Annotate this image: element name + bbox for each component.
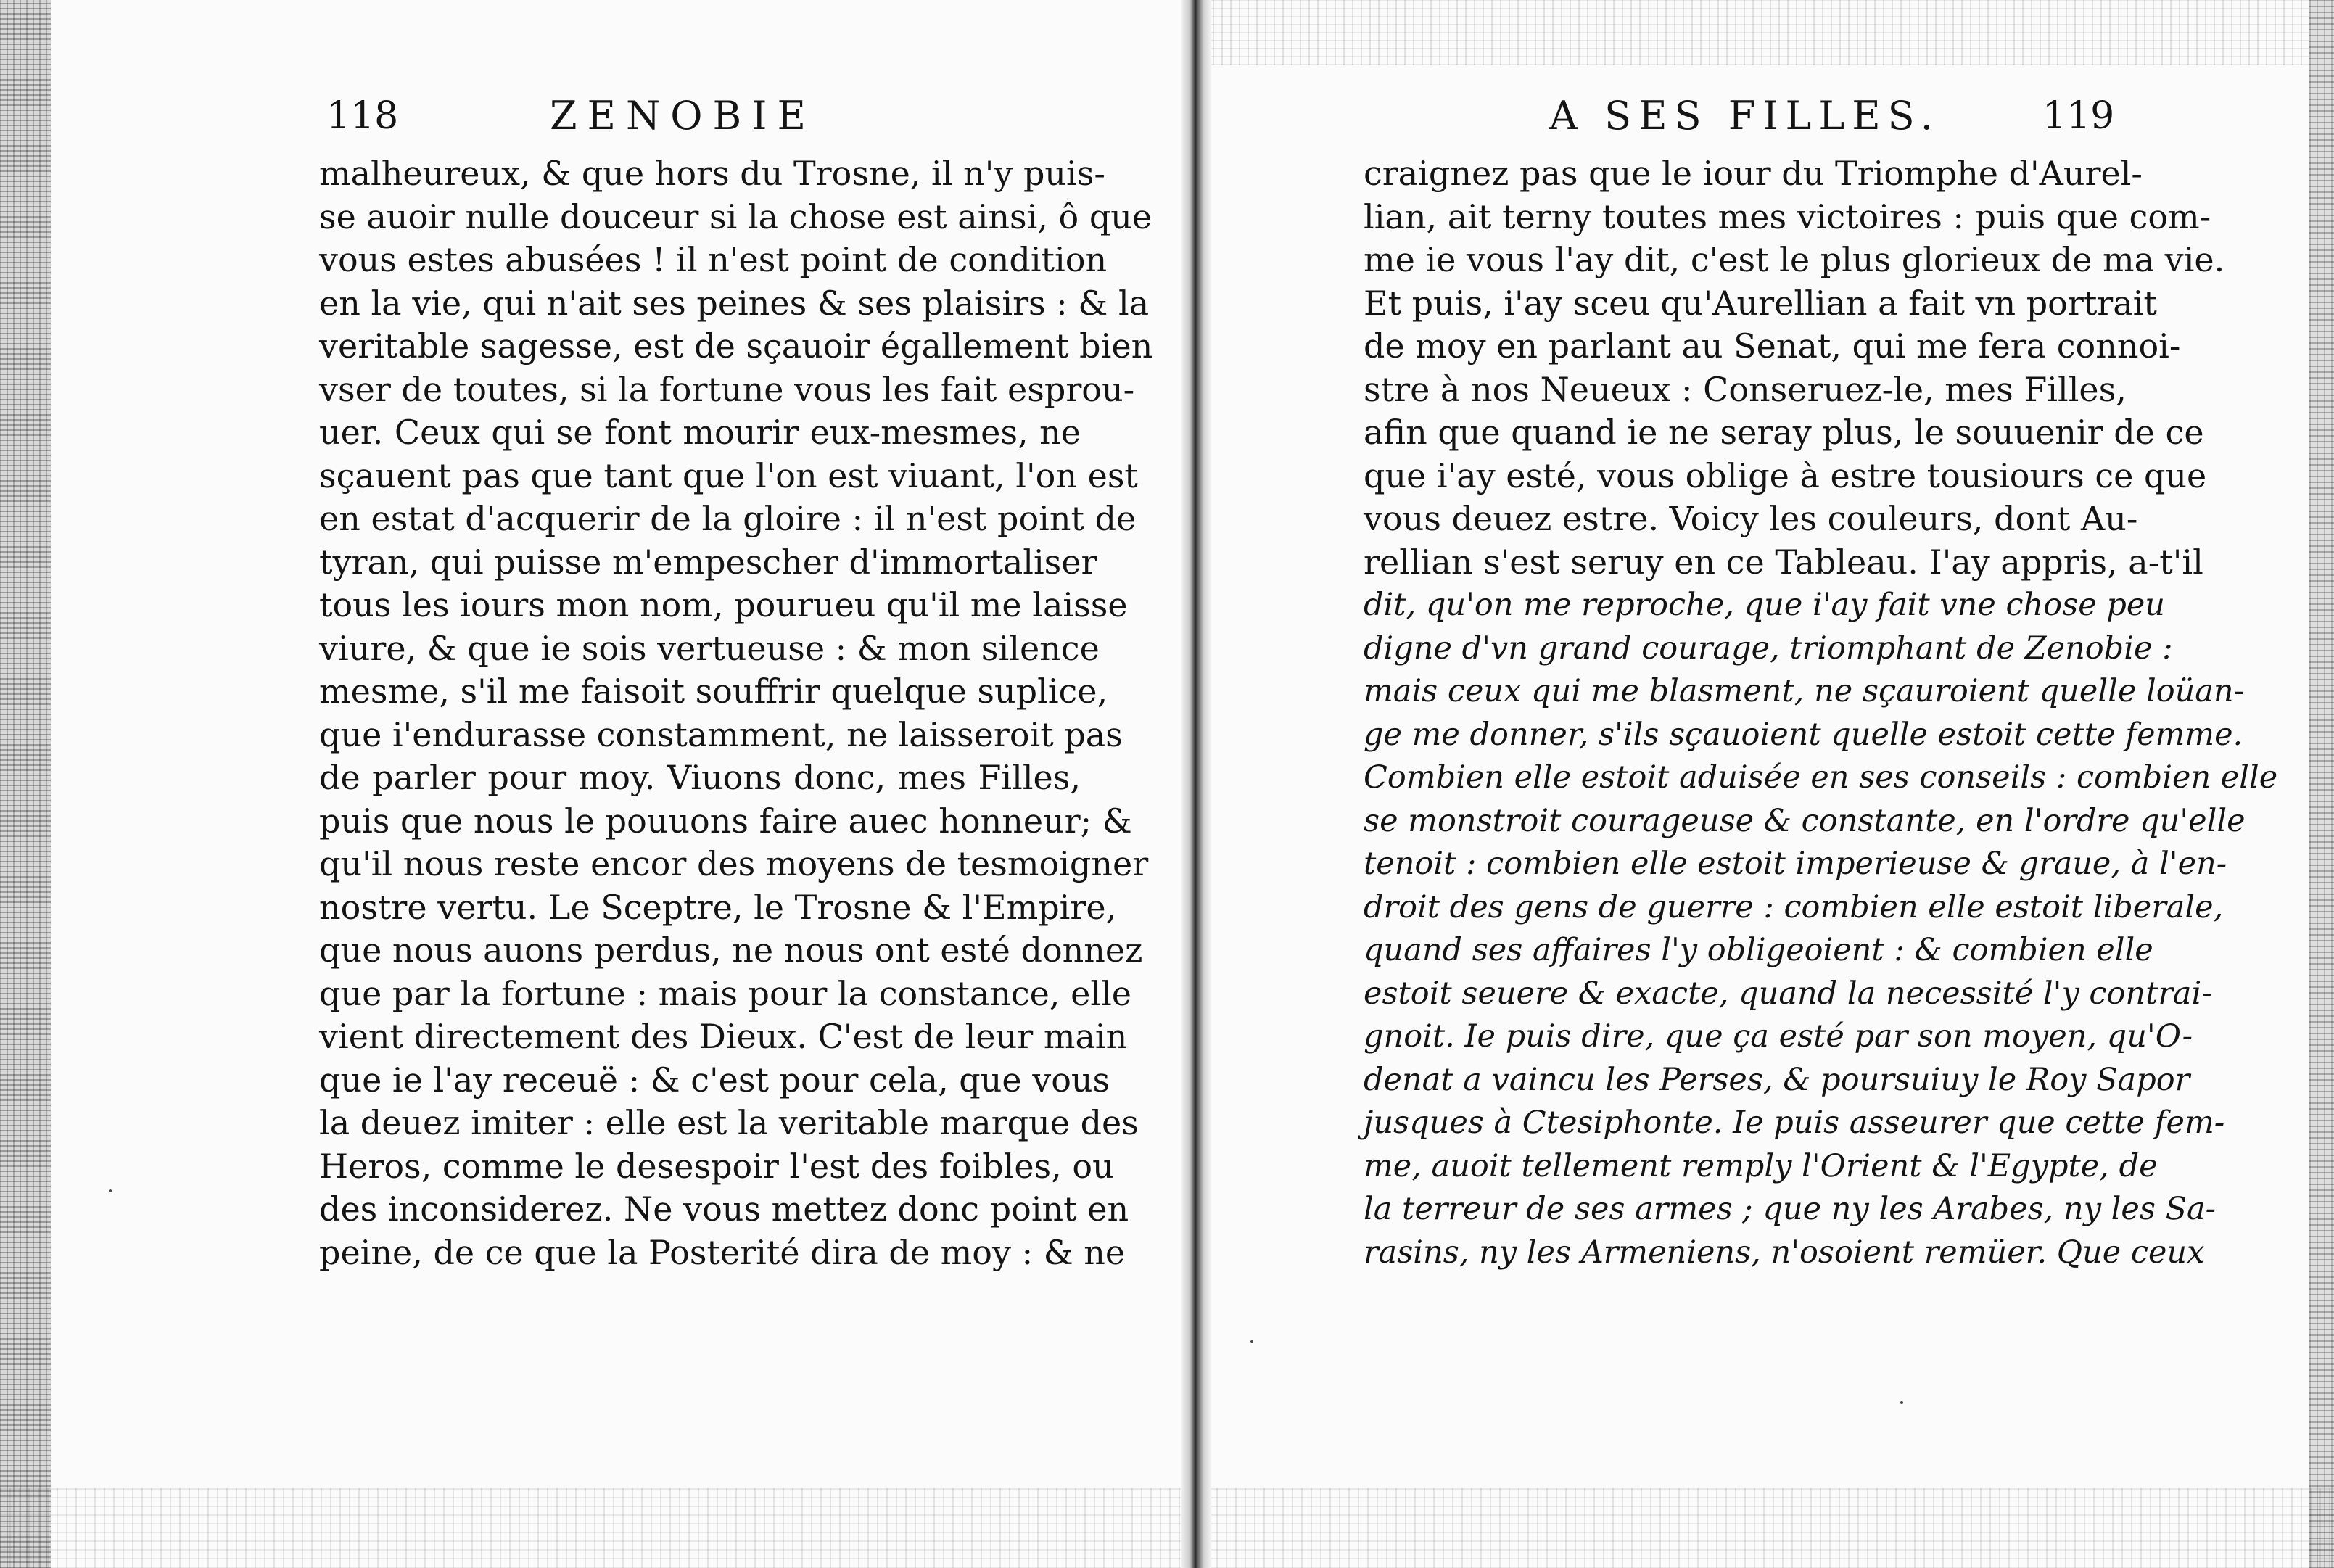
left-text-line: mesme, s'il me faisoit souffrir quelque suplice, <box>319 672 1108 711</box>
right-text-line: la terreur de ses armes ; que ny les Arabes, ny les Sa- <box>1364 1191 2217 1227</box>
scan-speck <box>109 1189 112 1192</box>
left-text-line: Heros, comme le desespoir l'est des foibles, ou <box>319 1146 1114 1186</box>
right-text-line: estoit seuere & exacte, quand la necessité l'y contrai- <box>1364 975 2212 1012</box>
right-text-line: droit des gens de guerre : combien elle estoit liberale, <box>1364 888 2224 925</box>
left-text-line: des inconsiderez. Ne vous mettez donc point en <box>319 1189 1129 1229</box>
right-text-line: de moy en parlant au Senat, qui me fera connoi- <box>1364 326 2181 366</box>
left-text-line: veritable sagesse, est de sçauoir égallement bien <box>319 326 1153 366</box>
scan-edge-left <box>0 0 51 1568</box>
right-text-line: Combien elle estoit aduisée en ses conseils : combien elle <box>1364 759 2278 796</box>
left-running-title: ZENOBIE <box>550 93 816 139</box>
right-text-line: ge me donner, s'ils sçauoient quelle estoit cette femme. <box>1364 716 2243 753</box>
left-text-line: se auoir nulle douceur si la chose est ainsi, ô que <box>319 197 1152 236</box>
left-text-line: tous les iours mon nom, pourueu qu'il me laisse <box>319 585 1128 624</box>
left-text-line: que ie l'ay receuë : & c'est pour cela, que vous <box>319 1060 1110 1099</box>
left-text-line: vient directement des Dieux. C'est de leur main <box>319 1017 1128 1056</box>
left-text-line: puis que nous le pouuons faire auec honneur; & <box>319 801 1132 841</box>
right-text-line: jusques à Ctesiphonte. Ie puis asseurer que cette fem- <box>1364 1105 2225 1141</box>
left-text-line: qu'il nous reste encor des moyens de tesmoigner <box>319 844 1149 883</box>
left-text-line: malheureux, & que hors du Trosne, il n'y puis- <box>319 154 1105 193</box>
left-text-line: de parler pour moy. Viuons donc, mes Filles, <box>319 758 1081 797</box>
scan-speck <box>1250 1340 1253 1343</box>
left-text-line: sçauent pas que tant que l'on est viuant, l'on est <box>319 455 1138 495</box>
right-text-line: mais ceux qui me blasment, ne sçauroient quelle loüan- <box>1364 673 2245 709</box>
left-body-text <box>319 152 1153 1274</box>
left-text-line: que par la fortune : mais pour la constance, elle <box>319 973 1132 1013</box>
right-text-line: tenoit : combien elle estoit imperieuse & graue, à l'en- <box>1364 846 2227 882</box>
left-page <box>51 0 1181 1568</box>
left-text-line: que nous auons perdus, ne nous ont esté donnez <box>319 931 1143 970</box>
right-text-line: me, auoit tellement remply l'Orient & l'Egypte, de <box>1364 1147 2158 1184</box>
right-text-line: craignez pas que le iour du Triomphe d'Aurel- <box>1364 154 2143 193</box>
left-text-line: que i'endurasse constamment, ne laisseroit pas <box>319 714 1123 754</box>
right-text-line: me ie vous l'ay dit, c'est le plus glorieux de ma vie. <box>1364 240 2225 279</box>
left-text-line: uer. Ceux qui se font mourir eux-mesmes, ne <box>319 413 1081 452</box>
right-text-line: Et puis, i'ay sceu qu'Aurellian a fait vn portrait <box>1364 283 2157 323</box>
right-text-line: rasins, ny les Armeniens, n'osoient remüer. Que ceux <box>1364 1234 2205 1271</box>
left-text-line: viure, & que ie sois vertueuse : & mon silence <box>319 628 1100 668</box>
left-text-line: nostre vertu. Le Sceptre, le Trosne & l'Empire, <box>319 887 1117 927</box>
right-text-line: gnoit. Ie puis dire, que ça esté par son moyen, qu'O- <box>1364 1018 2193 1055</box>
left-text-line: la deuez imiter : elle est la veritable marque des <box>319 1103 1139 1142</box>
right-body-text <box>1364 152 2278 1274</box>
left-text-line: tyran, qui puisse m'empescher d'immortaliser <box>319 542 1097 582</box>
left-text-line: en la vie, qui n'ait ses peines & ses plaisirs : & la <box>319 283 1150 323</box>
right-text-line: dit, qu'on me reproche, que i'ay fait vne chose peu <box>1364 587 2165 623</box>
book-gutter <box>1181 0 1211 1568</box>
right-text-line: quand ses affaires l'y obligeoient : & combien elle <box>1364 932 2153 968</box>
right-text-line: rellian s'est seruy en ce Tableau. I'ay appris, a-t'il <box>1364 542 2203 582</box>
right-text-line: denat a vaincu les Perses, & poursuiuy le Roy Sapor <box>1364 1061 2190 1098</box>
right-text-line: lian, ait terny toutes mes victoires : puis que com- <box>1364 197 2211 236</box>
left-text-line: vous estes abusées ! il n'est point de condition <box>319 240 1108 279</box>
right-text-line: que i'ay esté, vous oblige à estre tousiours ce que <box>1364 455 2207 495</box>
right-text-line: stre à nos Neueux : Conseruez-le, mes Filles, <box>1364 369 2127 409</box>
right-text-line: digne d'vn grand courage, triomphant de Zenobie : <box>1364 630 2173 667</box>
scan-edge-right <box>2309 0 2334 1568</box>
left-text-line: en estat d'acquerir de la gloire : il n'est point de <box>319 499 1137 538</box>
right-text-line: vous deuez estre. Voicy les couleurs, dont Au- <box>1364 499 2138 538</box>
right-page <box>1211 0 2309 1568</box>
right-running-title: A SES FILLES. <box>1549 93 1940 139</box>
right-text-line: se monstroit courageuse & constante, en l'ordre qu'elle <box>1364 802 2246 839</box>
scan-speck <box>1900 1401 1903 1404</box>
left-page-number: 118 <box>326 94 399 138</box>
left-text-line: peine, de ce que la Posterité dira de moy : & ne <box>319 1232 1126 1272</box>
right-page-number: 119 <box>2042 94 2115 138</box>
left-text-line: vser de toutes, si la fortune vous les fait esprou- <box>319 369 1135 409</box>
right-text-line: afin que quand ie ne seray plus, le souuenir de ce <box>1364 413 2204 452</box>
